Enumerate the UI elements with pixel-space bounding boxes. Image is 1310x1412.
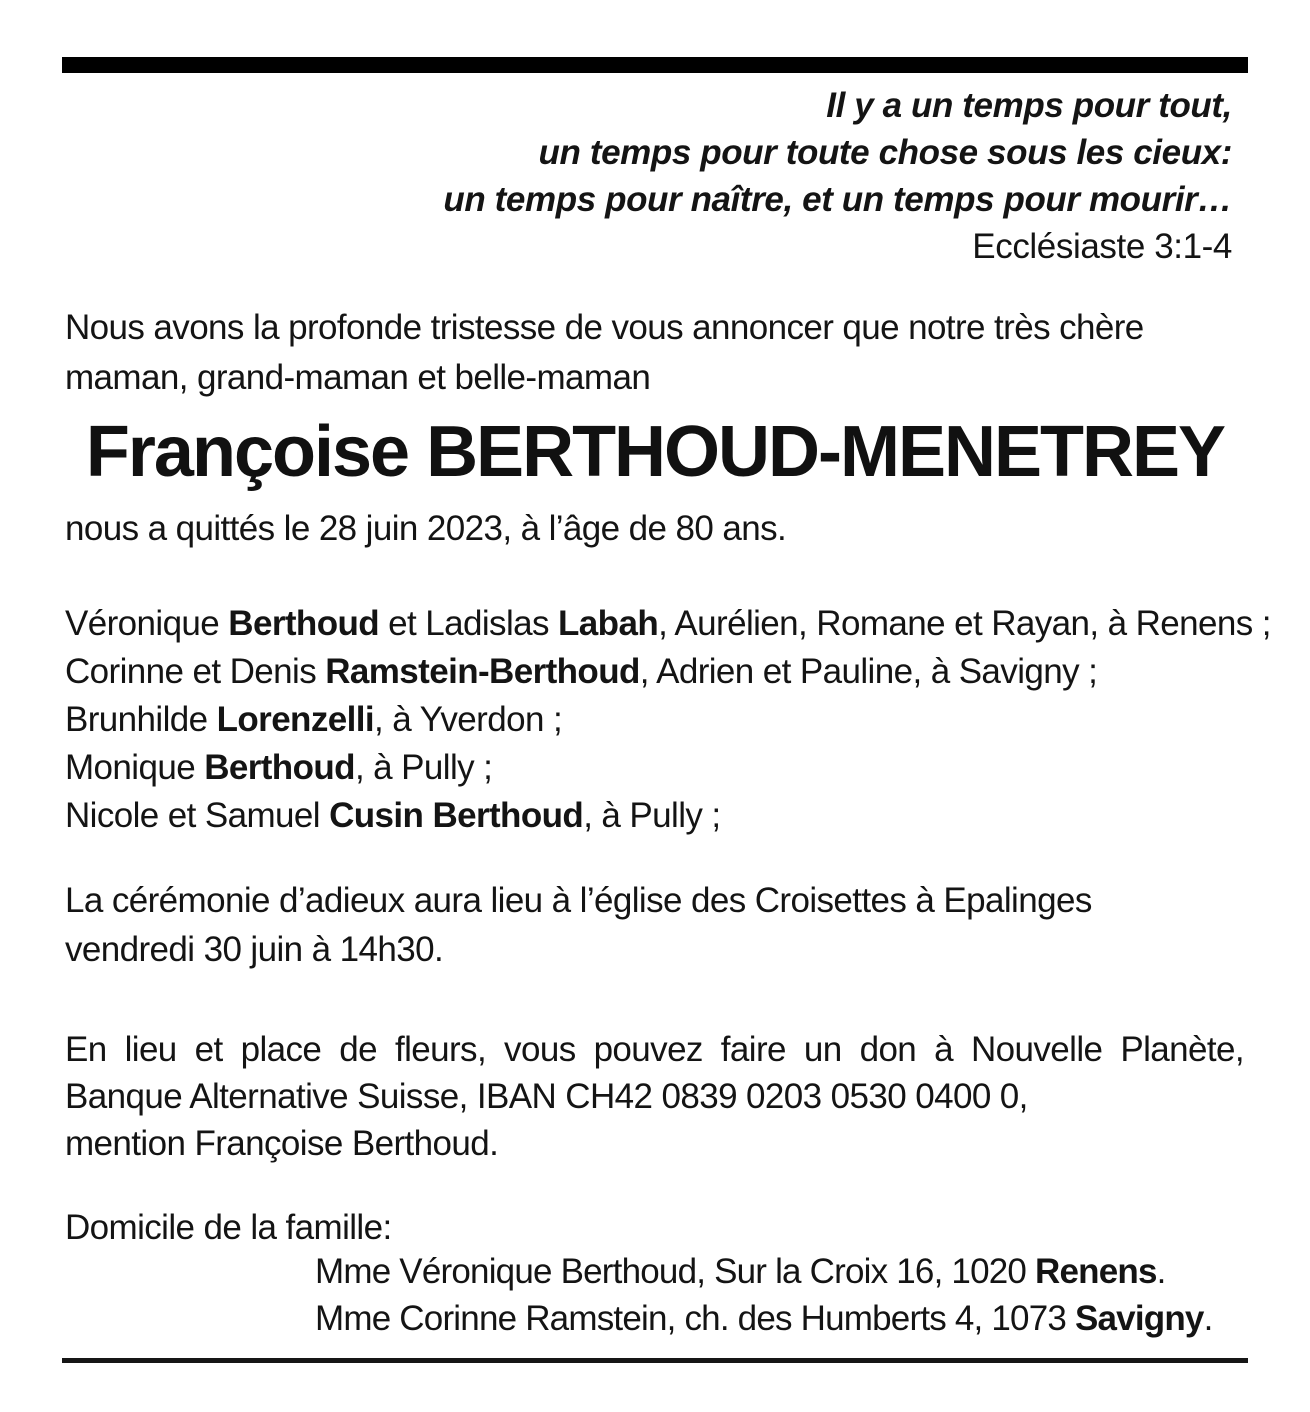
epigraph-attribution: Ecclésiaste 3:1-4 [972,227,1232,266]
donation-info [65,1026,1244,1167]
donation-line: mention Françoise Berthoud. [65,1124,499,1163]
epigraph [65,82,1232,270]
ceremony-info [65,876,1245,974]
domicile-label: Domicile de la famille: [65,1208,392,1247]
top-divider-bar [62,57,1248,73]
deceased-name: Françoise BERTHOUD-MENETREY [85,412,1225,492]
domicile-address-line: Mme Corinne Ramstein, ch. des Humberts 4, 1073 Savigny. [315,1299,1213,1338]
donation-line: Banque Alternative Suisse, IBAN CH42 0839 0203 0530 0400 0, [65,1077,1028,1116]
death-date-line: nous a quittés le 28 juin 2023, à l’âge de 80 ans. [65,509,787,548]
family-member-line: Brunhilde Lorenzelli, à Yverdon ; [65,700,563,739]
family-member-line: Corinne et Denis Ramstein-Berthoud, Adrien et Pauline, à Savigny ; [65,652,1098,691]
domicile-addresses [315,1248,1245,1342]
family-member-line: Véronique Berthoud et Ladislas Labah, Aurélien, Romane et Rayan, à Renens ; [65,604,1271,643]
epigraph-line: un temps pour toute chose sous les cieux: [538,133,1232,172]
announcement-intro-line: maman, grand-maman et belle-maman [65,358,651,397]
ceremony-line: vendredi 30 juin à 14h30. [65,930,444,969]
domicile-address-line: Mme Véronique Berthoud, Sur la Croix 16, 1020 Renens. [315,1252,1166,1291]
family-list [65,600,1271,840]
family-member-line: Nicole et Samuel Cusin Berthoud, à Pully ; [65,796,721,835]
family-member-line: Monique Berthoud, à Pully ; [65,748,493,787]
announcement-intro-line: Nous avons la profonde tristesse de vous annoncer que notre très chère [65,308,1144,347]
epigraph-lines [65,82,1232,223]
bottom-divider-line [62,1358,1248,1363]
epigraph-line: un temps pour naître, et un temps pour mourir… [443,180,1232,219]
announcement-intro [65,303,1245,403]
epigraph-line: Il y a un temps pour tout, [826,86,1232,125]
donation-line: En lieu et place de fleurs, vous pouvez faire un don à Nouvelle Planète, [65,1030,1244,1069]
ceremony-line: La cérémonie d’adieux aura lieu à l’église des Croisettes à Epalinges [65,881,1092,920]
